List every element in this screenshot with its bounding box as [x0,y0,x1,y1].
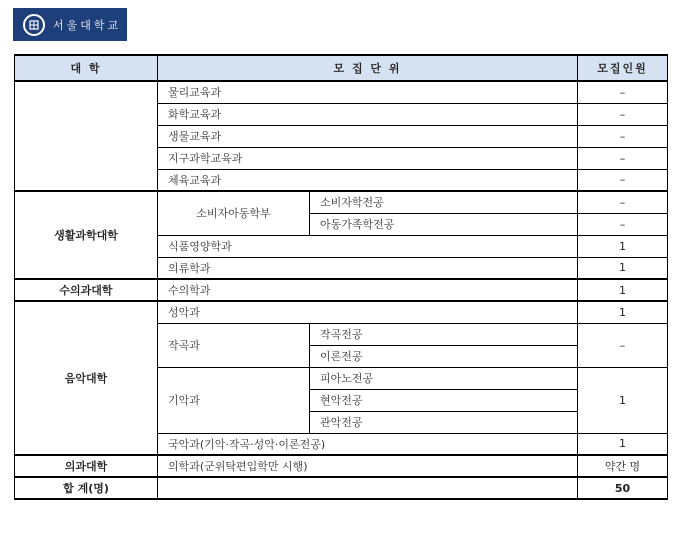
count-cell: 1 [578,279,668,301]
count-cell: – [578,191,668,213]
unit-cell: 수의학과 [158,279,578,301]
count-cell: – [578,103,668,125]
admission-table [14,54,668,500]
count-cell: – [578,213,668,235]
table-row [15,81,668,103]
count-cell: – [578,81,668,103]
count-cell: 1 [578,235,668,257]
major-cell: 이론전공 [310,345,578,367]
table-row [15,279,668,301]
count-cell: 1 [578,433,668,455]
college-cell-education [15,81,158,191]
major-cell: 현악전공 [310,389,578,411]
college-cell: 수의과대학 [15,279,158,301]
count-cell: – [578,169,668,191]
table-row [15,455,668,477]
university-seal-icon [23,14,45,36]
major-cell: 관악전공 [310,411,578,433]
university-name: 서울대학교 [53,18,122,32]
college-cell: 의과대학 [15,455,158,477]
count-cell: – [578,323,668,367]
unit-cell: 화학교육과 [158,103,578,125]
header-row [15,55,668,81]
count-cell: 약간 명 [578,455,668,477]
major-cell: 아동가족학전공 [310,213,578,235]
dept-cell: 기악과 [158,367,310,433]
major-cell: 소비자학전공 [310,191,578,213]
total-count: 50 [578,477,668,499]
unit-cell: 국악과(기악·작곡·성악·이론전공) [158,433,578,455]
university-logo [13,8,127,41]
count-cell: 1 [578,367,668,433]
count-cell: – [578,125,668,147]
total-label: 합 계(명) [15,477,158,499]
unit-cell: 물리교육과 [158,81,578,103]
total-row [15,477,668,499]
unit-cell: 생물교육과 [158,125,578,147]
header-college: 대 학 [15,55,158,81]
count-cell: – [578,147,668,169]
unit-cell: 의학과(군위탁편입학만 시행) [158,455,578,477]
dept-cell: 소비자아동학부 [158,191,310,235]
unit-cell: 식품영양학과 [158,235,578,257]
major-cell: 피아노전공 [310,367,578,389]
major-cell: 작곡전공 [310,323,578,345]
unit-cell: 성악과 [158,301,578,323]
header-count: 모집인원 [578,55,668,81]
total-empty-cell [158,477,578,499]
unit-cell: 체육교육과 [158,169,578,191]
dept-cell: 작곡과 [158,323,310,367]
college-cell: 생활과학대학 [15,191,158,279]
unit-cell: 지구과학교육과 [158,147,578,169]
college-cell: 음악대학 [15,301,158,455]
unit-cell: 의류학과 [158,257,578,279]
table-row [15,301,668,323]
count-cell: 1 [578,301,668,323]
table-row [15,191,668,213]
header-unit: 모 집 단 위 [158,55,578,81]
count-cell: 1 [578,257,668,279]
